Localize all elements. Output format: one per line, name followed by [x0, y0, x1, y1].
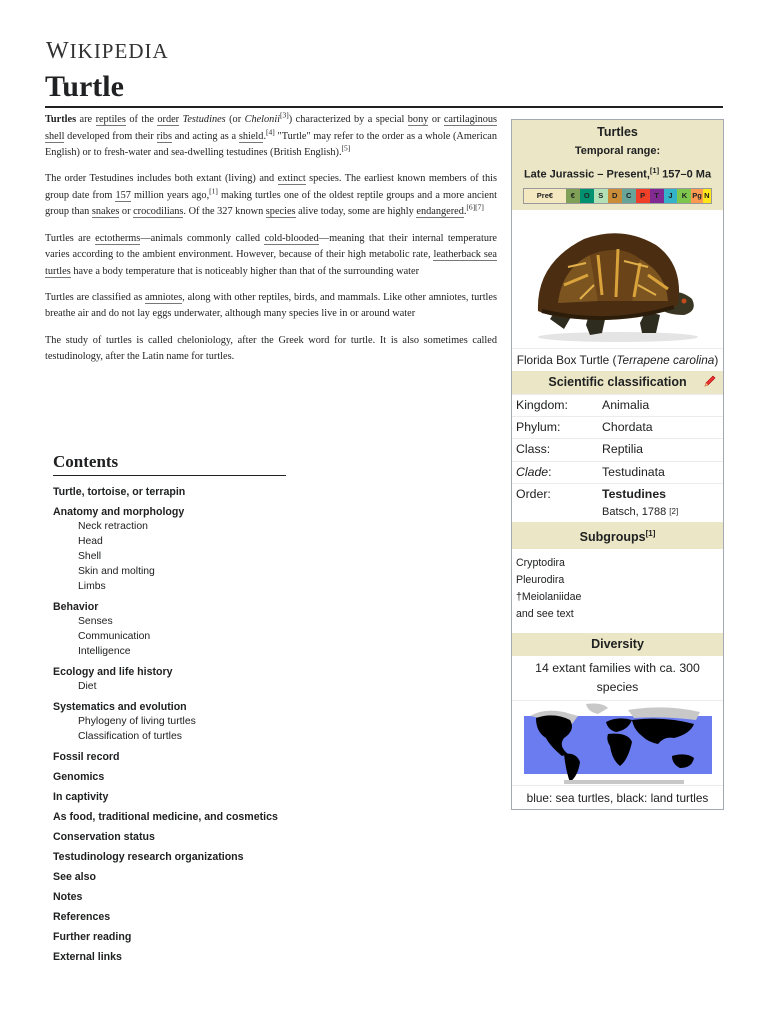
citation-1[interactable]: [1] [649, 166, 660, 175]
toc-subitem[interactable]: Classification of turtles [78, 731, 182, 742]
subgroup-item[interactable]: Cryptodira [516, 557, 565, 570]
link-bony[interactable]: bony [407, 114, 429, 125]
box-turtle-image [528, 215, 708, 343]
link-amniotes[interactable]: amniotes [145, 291, 183, 303]
toc-heading: Contents [53, 452, 286, 476]
toc-item[interactable]: Testudinology research organizations [53, 851, 244, 863]
diversity-heading: Diversity [512, 633, 723, 656]
text: have a body temperature that is noticeably higher than that of the surrounding water [70, 265, 420, 277]
table-of-contents [53, 452, 293, 964]
subgroups-list [512, 549, 723, 633]
italic-testudines: Testudines [182, 114, 226, 125]
link-shell[interactable]: shell [45, 130, 65, 142]
temporal-range [512, 161, 723, 185]
taxon-authority [512, 505, 723, 522]
text: or [119, 206, 134, 218]
article-body [45, 112, 497, 375]
photo-caption [512, 349, 723, 371]
subgroups-title: Subgroups [579, 530, 646, 545]
timebar-period[interactable]: P [636, 189, 650, 203]
sci-class-heading [512, 371, 723, 394]
toc-subitem[interactable]: Shell [78, 551, 102, 562]
caption-text: ) [714, 352, 719, 367]
timebar-period[interactable]: K [677, 189, 691, 203]
toc-item[interactable]: Fossil record [53, 751, 120, 763]
toc-subitem[interactable]: Diet [78, 681, 97, 692]
citation-3[interactable]: [3] [280, 110, 289, 120]
link-shield[interactable]: shield [238, 130, 264, 142]
citation-5[interactable]: [5] [341, 143, 351, 153]
paragraph-5: The study of turtles is called cheloniology, after the Greek word for turtle. It is also sometimes called testudinology, after the Latin name for turtles. [45, 334, 497, 363]
subgroup-item[interactable]: and see text [516, 608, 574, 621]
text: species. The earliest known members of this group date from [45, 173, 497, 201]
link-reptiles[interactable]: reptiles [95, 114, 126, 125]
link-ectotherms[interactable]: ectotherms [95, 232, 141, 244]
timebar-period[interactable]: Pg [691, 189, 702, 203]
infobox-header [512, 120, 723, 210]
text: . [463, 206, 467, 218]
toc-item[interactable]: References [53, 911, 111, 923]
infobox-title: Turtles [597, 125, 638, 139]
toc-item[interactable]: Genomics [53, 771, 105, 783]
caption-text: Florida Box Turtle ( [516, 352, 617, 367]
turtle-photo[interactable] [512, 210, 723, 349]
distribution-map[interactable] [512, 700, 723, 785]
link-order[interactable]: order [157, 114, 180, 125]
range-text: Late Jurassic – Present, [523, 168, 650, 181]
spacer [516, 505, 602, 519]
toc-subitem[interactable]: Senses [78, 616, 113, 627]
link-snakes[interactable]: snakes [91, 206, 120, 218]
link-157[interactable]: 157 [115, 189, 131, 201]
toc-item[interactable]: Behavior [53, 601, 99, 613]
toc-item[interactable]: Ecology and life history [53, 666, 173, 678]
geologic-timebar [523, 188, 712, 204]
timebar-period[interactable]: C [622, 189, 636, 203]
citation-1[interactable]: [1] [645, 529, 656, 539]
timebar-period[interactable]: N [703, 189, 711, 203]
paragraph-3 [45, 231, 497, 281]
toc-subitem[interactable]: Neck retraction [78, 521, 148, 532]
text: "Turtle" may refer to the order as a whole (American English) or to fresh-water and sea-dwelling testudines (British English). [45, 130, 498, 159]
text: alive today, some are highly [295, 206, 417, 218]
italic-chelonii: Chelonii [244, 114, 281, 125]
link-cartilaginous[interactable]: cartilaginous [443, 114, 498, 125]
taxonomy-row [512, 394, 723, 416]
taxonomy-value[interactable]: Testudines [602, 486, 667, 501]
toc-subitem[interactable]: Communication [78, 631, 151, 642]
toc-item[interactable]: In captivity [53, 791, 109, 803]
subgroups-heading [512, 522, 723, 549]
text: or [428, 114, 444, 125]
text: are [76, 114, 96, 125]
taxonomy-value[interactable]: Testudinata [602, 464, 665, 479]
link-endangered[interactable]: endangered [416, 206, 464, 218]
toc-item[interactable]: As food, traditional medicine, and cosmetics [53, 811, 278, 823]
taxonomy-rank: Order: [516, 486, 551, 501]
toc-item[interactable]: Turtle, tortoise, or terrapin [53, 486, 186, 498]
toc-item[interactable]: Further reading [53, 931, 132, 943]
taxonomy-value[interactable]: Animalia [602, 397, 650, 412]
timebar-period[interactable]: Pre€ [524, 189, 566, 203]
authority-text: Batsch, 1788 [602, 506, 667, 519]
text: ) characterized by a special [288, 114, 408, 125]
citation-1[interactable]: [1] [209, 186, 218, 196]
map-legend: blue: sea turtles, black: land turtles [512, 785, 723, 809]
taxonomy-rank: Phylum: [516, 419, 561, 434]
subgroup-item[interactable]: Pleurodira [516, 574, 565, 587]
text: The order Testudines includes both extant (living) and [45, 173, 278, 185]
rank-suffix: : [548, 464, 552, 479]
text: —animals commonly called [140, 232, 265, 244]
text: of the [125, 114, 158, 125]
text: —meaning that their internal temperature varies according to the ambient environment. However, because of their high metabolic rate, [45, 232, 497, 261]
page-title: Turtle [45, 70, 124, 103]
link-ribs[interactable]: ribs [156, 130, 173, 142]
toc-subitem[interactable]: Limbs [78, 581, 106, 592]
subgroup-item[interactable]: †Meiolaniidae [516, 591, 582, 604]
text: Turtles are [45, 232, 96, 244]
timebar-period[interactable]: S [594, 189, 608, 203]
taxonomy-rank [516, 464, 602, 481]
timebar-period[interactable]: T [650, 189, 664, 203]
timebar-period[interactable]: D [608, 189, 622, 203]
caption-species: Terrapene carolina [616, 352, 715, 367]
taxonomy-rank: Class: [516, 442, 551, 457]
toc-item[interactable]: External links [53, 951, 122, 963]
toc-list [53, 485, 293, 964]
range-value: 157–0 Ma [659, 168, 712, 181]
taxonomy-row [512, 483, 723, 505]
text: Turtles are classified as [45, 291, 146, 303]
taxonomy-rank: Kingdom: [516, 397, 568, 412]
link-leatherback-sea-turtles[interactable]: leatherback sea turtles [45, 249, 497, 277]
paragraph-2 [45, 171, 497, 221]
link-cold-blooded[interactable]: cold-blooded [264, 232, 319, 244]
pencil-icon[interactable] [703, 375, 717, 392]
link-crocodilians[interactable]: crocodilians [133, 206, 184, 218]
wordmark-initial: W [46, 38, 70, 64]
text: and acting as a [172, 130, 239, 142]
world-map-image [524, 702, 712, 784]
toc-subitem[interactable]: Head [78, 536, 103, 547]
paragraph-4 [45, 290, 497, 323]
taxonomy-value[interactable]: Chordata [602, 419, 653, 434]
citation-4[interactable]: [4] [266, 127, 275, 137]
title-divider [45, 106, 723, 108]
toc-subitem[interactable]: Intelligence [78, 646, 131, 657]
sci-class-title: Scientific classification [548, 374, 687, 389]
infobox [511, 119, 724, 810]
citation-6-7[interactable]: [6][7] [466, 203, 484, 213]
taxonomy-row [512, 438, 723, 460]
text: (or [225, 114, 245, 125]
bold-term: Turtles [45, 114, 77, 125]
paragraph-1 [45, 112, 497, 162]
taxonomy-row [512, 461, 723, 483]
wordmark-rest: IKIPEDIA [69, 39, 169, 63]
text: . Of the 327 known [183, 206, 266, 218]
timebar-period[interactable]: O [580, 189, 594, 203]
toc-item[interactable]: Conservation status [53, 831, 155, 843]
toc-item[interactable]: Anatomy and morphology [53, 506, 185, 518]
timebar-period[interactable]: J [664, 189, 678, 203]
toc-item[interactable]: Systematics and evolution [53, 701, 187, 713]
link-species[interactable]: species [265, 206, 296, 218]
toc-subitem[interactable]: Skin and molting [78, 566, 155, 577]
toc-item[interactable]: Notes [53, 891, 83, 903]
toc-item[interactable]: See also [53, 871, 96, 883]
text: developed from their [64, 130, 157, 142]
text: , along with other reptiles, birds, and mammals. Like other amniotes, turtles breathe air and do not lay eggs underwater, although many species live in or around water [45, 291, 497, 320]
taxonomy-table [512, 394, 723, 505]
citation-2[interactable]: [2] [669, 507, 679, 517]
rank-label[interactable]: Clade [516, 464, 549, 479]
taxonomy-row [512, 416, 723, 438]
diversity-text: 14 extant families with ca. 300 species [535, 661, 700, 695]
timebar-period[interactable]: € [566, 189, 580, 203]
temporal-range-label: Temporal range: [574, 145, 661, 157]
toc-subitem[interactable]: Phylogeny of living turtles [78, 716, 196, 727]
taxonomy-value[interactable]: Reptilia [602, 442, 644, 457]
link-extinct[interactable]: extinct [277, 173, 306, 185]
text: . [263, 130, 267, 142]
text: making turtles one of the oldest reptile groups and a more ancient group than [45, 189, 497, 218]
wikipedia-wordmark[interactable] [46, 38, 169, 65]
text: million years ago, [130, 189, 210, 201]
